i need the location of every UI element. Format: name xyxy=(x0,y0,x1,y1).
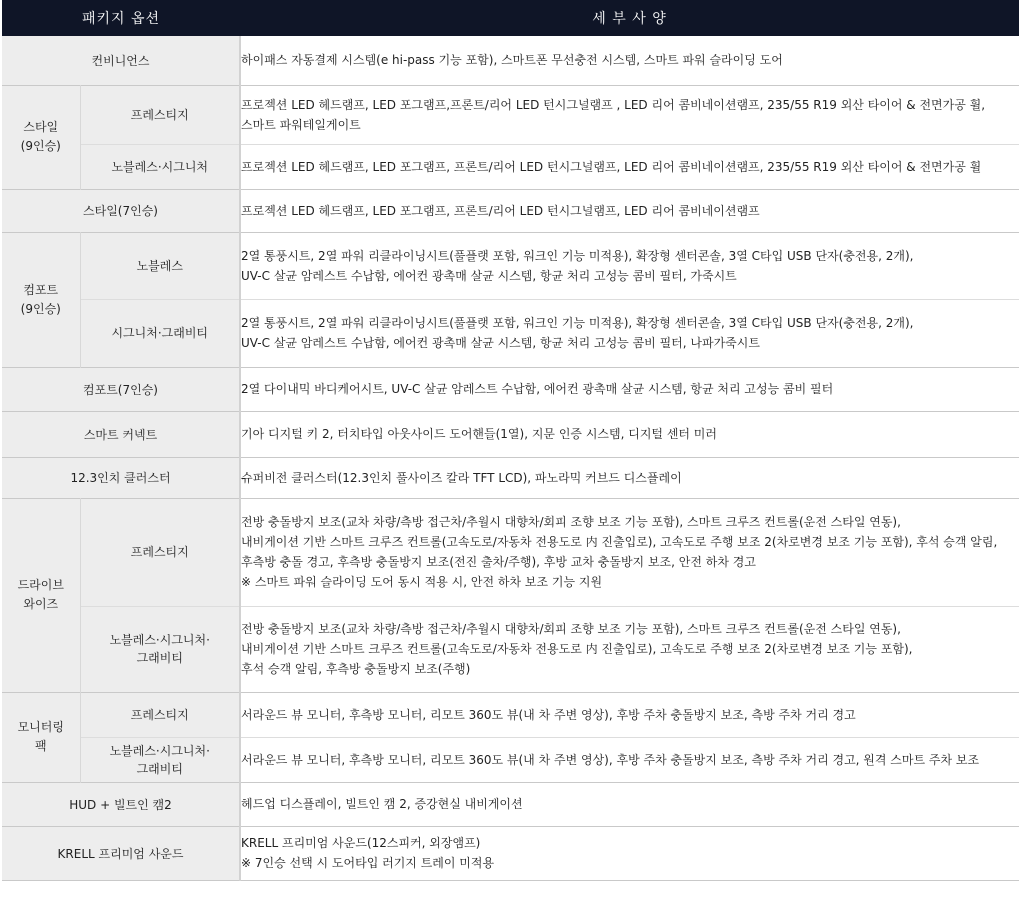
label-line: 스타일 xyxy=(23,120,59,134)
label-line: (9인승) xyxy=(20,301,61,316)
label-line: 그래비티 xyxy=(136,651,183,665)
spec-line: 전방 충돌방지 보조(교차 차량/측방 접근차/추월시 대향차/회피 조향 보조 기능 포함), 스마트 크루즈 컨트롤(운전 스타일 연동), xyxy=(241,515,901,529)
option-label-smart-connect: 스마트 커넥트 xyxy=(2,411,240,457)
row-comfort9-noblesse xyxy=(2,232,1019,299)
label-line: 프레스티지 xyxy=(130,545,189,559)
header-spec: 세 부 사 양 xyxy=(240,0,1019,36)
spec-style9-prestige xyxy=(240,85,1019,144)
category-monitoring xyxy=(2,692,80,782)
spec-line: ※ 스마트 파워 슬라이딩 도어 동시 적용 시, 안전 하차 보조 기능 지원 xyxy=(241,575,603,589)
sub-label-monitoring-noblesse-signature-gravity xyxy=(80,737,240,782)
option-label-hud: HUD + 빌트인 캠2 xyxy=(2,782,240,826)
category-style9 xyxy=(2,85,80,189)
label-line: 시그니처·그래비티 xyxy=(111,326,209,340)
spec-monitoring-noblesse-signature-gravity xyxy=(240,737,1019,782)
spec-comfort9-noblesse xyxy=(240,232,1019,299)
row-comfort9-signature-gravity xyxy=(2,299,1019,367)
option-label-comfort7: 컴포트(7인승) xyxy=(2,367,240,411)
row-style9-noblesse-signature xyxy=(2,144,1019,189)
row-comfort7 xyxy=(2,367,1019,411)
label-line: 노블레스·시그니처 xyxy=(111,159,209,174)
option-label-cluster: 12.3인치 클러스터 xyxy=(2,457,240,498)
spec-line: 프로젝션 LED 헤드램프, LED 포그램프, 프론트/리어 LED 턴시그널램프, LED 리어 콤비네이션램프, 235/55 R19 외산 타이어 & 전면가공 휠 xyxy=(241,159,982,174)
label-line: 모니터링 xyxy=(17,720,64,734)
label-line: 팩 xyxy=(34,739,47,753)
spec-style9-noblesse-signature xyxy=(240,144,1019,189)
spec-line: UV-C 살균 암레스트 수납함, 에어컨 광촉매 살균 시스템, 항균 처리 고성능 콤비 필터, 가죽시트 xyxy=(241,268,737,283)
spec-line: 슈퍼비전 클러스터(12.3인치 풀사이즈 칼라 TFT LCD), 파노라믹 커브드 디스플레이 xyxy=(241,470,682,485)
label-line: 프레스티지 xyxy=(130,107,189,122)
spec-line: 프로젝션 LED 헤드램프, LED 포그램프, 프론트/리어 LED 턴시그널램프, LED 리어 콤비네이션램프 xyxy=(241,203,760,218)
spec-line: ※ 7인승 선택 시 도어타입 러기지 트레이 미적용 xyxy=(241,856,495,870)
row-style9-prestige xyxy=(2,85,1019,144)
sub-label-style9-noblesse-signature xyxy=(80,144,240,189)
category-drive-wise xyxy=(2,498,80,692)
spec-line: 스마트 파워테일게이트 xyxy=(241,117,361,132)
option-label-convenience: 컨비니언스 xyxy=(2,36,240,85)
option-label-krell: KRELL 프리미엄 사운드 xyxy=(2,826,240,880)
spec-line: 2열 통풍시트, 2열 파워 리클라이닝시트(풀플랫 포함, 워크인 기능 미적용), 확장형 센터콘솔, 3열 C타입 USB 단자(충전용, 2개), xyxy=(241,316,914,330)
spec-line: 하이패스 자동결제 시스템(e hi-pass 기능 포함), 스마트폰 무선충전 시스템, 스마트 파워 슬라이딩 도어 xyxy=(241,53,783,68)
package-options-table xyxy=(2,0,1019,881)
sub-label-drive-wise-prestige xyxy=(80,498,240,606)
label-line: 프레스티지 xyxy=(130,707,189,722)
header-option: 패키지 옵션 xyxy=(2,0,240,36)
row-style7 xyxy=(2,189,1019,232)
row-convenience xyxy=(2,36,1019,85)
spec-drive-wise-noblesse-signature-gravity xyxy=(240,606,1019,692)
spec-line: 2열 다이내믹 바디케어시트, UV-C 살균 암레스트 수납함, 에어컨 광촉매 살균 시스템, 항균 처리 고성능 콤비 필터 xyxy=(241,382,834,396)
category-comfort9 xyxy=(2,232,80,367)
label-line: 와이즈 xyxy=(23,597,59,611)
spec-line: 내비게이션 기반 스마트 크루즈 컨트롤(고속도로/자동차 전용도로 内 진출입로), 고속도로 주행 보조 2(차로변경 보조 기능 포함), xyxy=(241,642,913,656)
spec-line: 서라운드 뷰 모니터, 후측방 모니터, 리모트 360도 뷰(내 차 주변 영상), 후방 주차 충돌방지 보조, 측방 주차 거리 경고, 원격 스마트 주차 보조 xyxy=(241,752,980,767)
spec-line: 프로젝션 LED 헤드램프, LED 포그램프,프론트/리어 LED 턴시그널램프 , LED 리어 콤비네이션램프, 235/55 R19 외산 타이어 & 전면가공 휠, xyxy=(241,97,986,112)
label-line: 그래비티 xyxy=(136,761,183,776)
label-line: 드라이브 xyxy=(17,578,64,592)
row-drive-wise-prestige xyxy=(2,498,1019,606)
row-cluster xyxy=(2,457,1019,498)
spec-krell xyxy=(240,826,1019,880)
sub-label-comfort9-signature-gravity xyxy=(80,299,240,367)
spec-line: KRELL 프리미엄 사운드(12스피커, 외장앰프) xyxy=(241,836,481,850)
row-krell xyxy=(2,826,1019,880)
sub-label-monitoring-prestige xyxy=(80,692,240,737)
spec-line: 후측방 충돌 경고, 후측방 충돌방지 보조(전진 출차/주행), 후방 교차 충돌방지 보조, 안전 하차 경고 xyxy=(241,555,756,569)
spec-line: 전방 충돌방지 보조(교차 차량/측방 접근차/추월시 대향차/회피 조향 보조 기능 포함), 스마트 크루즈 컨트롤(운전 스타일 연동), xyxy=(241,622,901,636)
spec-comfort9-signature-gravity xyxy=(240,299,1019,367)
spec-comfort7 xyxy=(240,367,1019,411)
spec-style7 xyxy=(240,189,1019,232)
spec-drive-wise-prestige xyxy=(240,498,1019,606)
row-monitoring-noblesse-signature-gravity xyxy=(2,737,1019,782)
table-header-row xyxy=(2,0,1019,36)
label-line: (9인승) xyxy=(20,139,61,153)
row-monitoring-prestige xyxy=(2,692,1019,737)
label-line: 노블레스·시그니처· xyxy=(109,743,210,758)
spec-line: 서라운드 뷰 모니터, 후측방 모니터, 리모트 360도 뷰(내 차 주변 영상), 후방 주차 충돌방지 보조, 측방 주차 거리 경고 xyxy=(241,707,856,722)
option-label-style7: 스타일(7인승) xyxy=(2,189,240,232)
spec-line: 후석 승객 알림, 후측방 충돌방지 보조(주행) xyxy=(241,662,471,676)
spec-monitoring-prestige xyxy=(240,692,1019,737)
spec-hud xyxy=(240,782,1019,826)
label-line: 컴포트 xyxy=(23,282,59,297)
row-drive-wise-noblesse-signature-gravity xyxy=(2,606,1019,692)
spec-convenience xyxy=(240,36,1019,85)
spec-smart-connect xyxy=(240,411,1019,457)
spec-line: 2열 통풍시트, 2열 파워 리클라이닝시트(풀플랫 포함, 워크인 기능 미적용), 확장형 센터콘솔, 3열 C타입 USB 단자(충전용, 2개), xyxy=(241,248,914,263)
spec-line: 기아 디지털 키 2, 터치타입 아웃사이드 도어핸들(1열), 지문 인증 시스템, 디지털 센터 미러 xyxy=(241,427,717,441)
sub-label-style9-prestige xyxy=(80,85,240,144)
sub-label-comfort9-noblesse xyxy=(80,232,240,299)
spec-line: 내비게이션 기반 스마트 크루즈 컨트롤(고속도로/자동차 전용도로 内 진출입로), 고속도로 주행 보조 2(차로변경 보조 기능 포함), 후석 승객 알림, xyxy=(241,535,998,549)
sub-label-drive-wise-noblesse-signature-gravity xyxy=(80,606,240,692)
label-line: 노블레스 xyxy=(136,258,183,273)
spec-line: 헤드업 디스플레이, 빌트인 캠 2, 증강현실 내비게이션 xyxy=(241,797,523,811)
row-smart-connect xyxy=(2,411,1019,457)
spec-cluster xyxy=(240,457,1019,498)
spec-line: UV-C 살균 암레스트 수납함, 에어컨 광촉매 살균 시스템, 항균 처리 고성능 콤비 필터, 나파가죽시트 xyxy=(241,336,760,350)
label-line: 노블레스·시그니처· xyxy=(109,633,210,647)
row-hud xyxy=(2,782,1019,826)
